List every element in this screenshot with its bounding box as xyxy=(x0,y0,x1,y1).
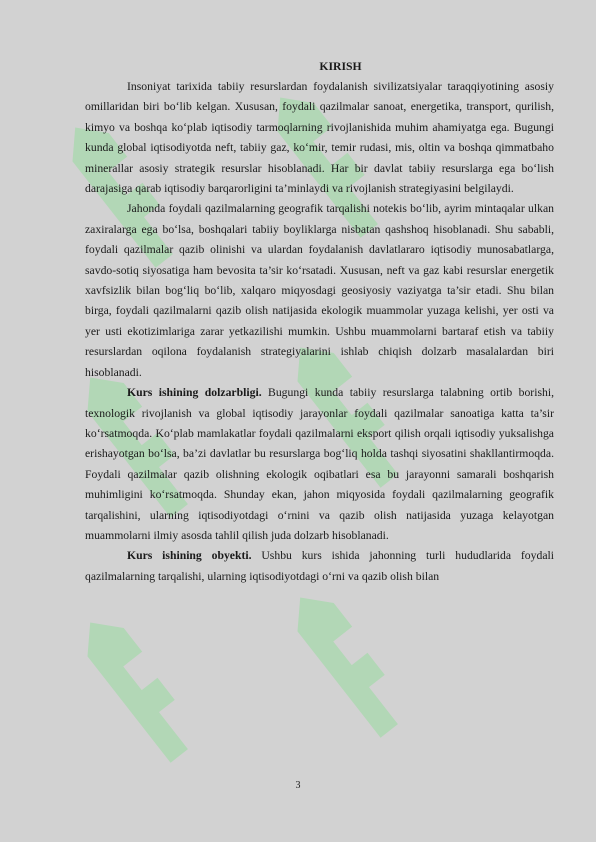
paragraph-text: Ushbu kurs ishida jahonning turli hududlarida foydali qazilmalarning tarqalishi, ularning iqtisodiyotdagi o‘rni va qazib olish bilan xyxy=(85,549,554,583)
watermark-logo-icon xyxy=(273,574,430,750)
paragraph xyxy=(85,546,554,587)
page-number: 3 xyxy=(295,780,301,791)
paragraph-text: Jahonda foydali qazilmalarning geografik tarqalishi notekis bo‘lib, ayrim mintaqalar ulkan zaxiralarga ega bo‘lsa, boshqalari tabiiy boyliklarga nisbatan qashshoq hisoblanadi. Shu sababli, foydali qazilmalar qazib olinishi va ulardan foydalanish davlatlararo iqtisodiy munosabatlarga, savdo-sotiq siyosatiga ham bevosita ta’sir ko‘rsatadi. Xususan, neft va gaz kabi resurslar energetik xavfsizlik bilan bog‘liq bo‘lib, xalqaro miqyosdagi geosiyosiy vaziyatga ta’sir etadi. Shu bilan birga, foydali qazilmalarni qazib olish natijasida ekologik muammolar yuzaga kelishi, yer osti va yer usti ekotizimlariga zarar yetkazilishi mumkin. Ushbu muammolarni bartaraf etish va tabiiy resurslardan oqilona foydalanish strategiyalarini ishlab chiqish dolzarb masalalardan biri hisoblanadi. xyxy=(85,202,554,379)
section-title: KIRISH xyxy=(319,60,362,73)
paragraph-lead-object: Kurs ishining obyekti. xyxy=(127,549,252,563)
paragraph-text: Bugungi kunda tabiiy resurslarga talabning ortib borishi, texnologik rivojlanish va global iqtisodiy jarayonlar foydali qazilmalar sanoatiga katta ta’sir ko‘rsatmoqda. Ko‘plab mamlakatlar foydali qazilmalarni eksport qilish orqali iqtisodiy yuksalishga erishayotgan bo‘lsa, ba’zi davlatlar bu resurslarga bog‘liq holda tashqi siyosatini shakllantirmoqda. Foydali qazilmalar qazib olishning ekologik oqibatlari esa bu jarayonni samarali boshqarish muhimligini ko‘rsatmoqda. Shunday ekan, jahon miqyosida foydali qazilmalarning geografik tarqalishini, ularning iqtisodiyotdagi o‘rnini va qazib olish natijasida yuzaga kelayotgan muammolarni ilmiy asosda tahlil qilish juda dolzarb hisoblanadi. xyxy=(85,386,555,542)
paragraph-lead-relevance: Kurs ishining dolzarbligi. xyxy=(127,386,262,400)
watermark-logo-icon xyxy=(63,599,220,775)
paragraph xyxy=(85,77,554,199)
paragraph-text: Insoniyat tarixida tabiiy resurslardan foydalanish sivilizatsiyalar taraqqiyotining asosiy omillaridan biri bo‘lib kelgan. Xususan, foydali qazilmalar sanoat, energetika, transport, qurilish, kimyo va boshqa ko‘plab iqtisodiy tarmoqlarning rivojlanishida muhim ahamiyatga ega. Bugungi kunda global iqtisodiyotda neft, tabiiy gaz, ko‘mir, temir rudasi, mis, oltin va boshqa qimmatbaho minerallar asosiy strategik resurslar hisoblanadi. Har bir davlat tabiiy resurslarga ega bo‘lish darajasiga qarab iqtisodiy barqarorligini ta’minlaydi va rivojlanish strategiyasini belgilaydi. xyxy=(85,80,554,196)
document-page xyxy=(85,57,554,587)
paragraph xyxy=(85,199,554,383)
paragraph xyxy=(85,383,554,546)
